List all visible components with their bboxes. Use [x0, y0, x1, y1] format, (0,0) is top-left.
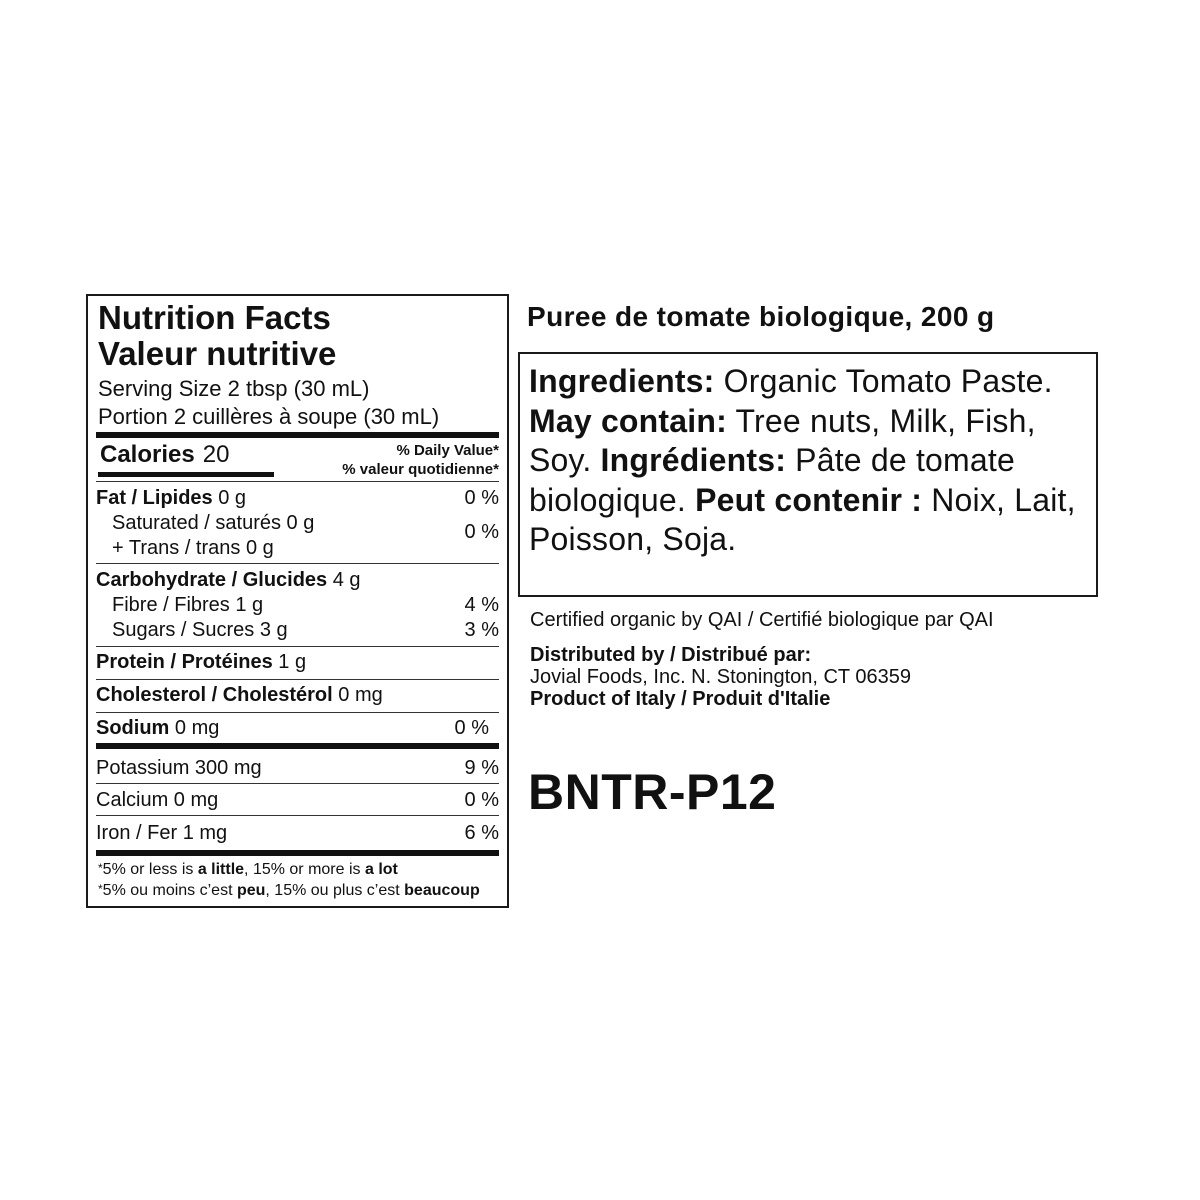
- distribution-info: [530, 644, 911, 710]
- saturated-row: [112, 511, 499, 535]
- nutrition-title-en: Nutrition Facts: [98, 299, 331, 336]
- divider: [96, 679, 499, 680]
- calories-underline: [98, 472, 274, 477]
- sugars-row: [112, 618, 499, 642]
- daily-value-en: % Daily Value*: [396, 442, 499, 459]
- cholesterol-row: [96, 683, 499, 707]
- calories-row: [100, 441, 229, 469]
- cholesterol-value: 0 mg: [338, 684, 383, 706]
- product-code: BNTR-P12: [528, 764, 777, 820]
- fat-value: 0 g: [218, 487, 247, 509]
- may-contain-label: May contain:: [529, 402, 727, 439]
- certified-organic: Certified organic by QAI / Certifié biologique par QAI: [530, 609, 994, 631]
- footnote-fr: *5% ou moins c’est peu, 15% ou plus c’est beaucoup: [98, 882, 480, 899]
- divider: [96, 815, 499, 816]
- trans-row: [112, 536, 499, 560]
- ingredients-label-fr: Ingrédients:: [600, 442, 787, 478]
- divider: [96, 563, 499, 564]
- fat-label: Fat / Lipides: [96, 487, 213, 509]
- sodium-label: Sodium: [96, 717, 170, 739]
- distributor-address: Jovial Foods, Inc. N. Stonington, CT 06359: [530, 666, 911, 688]
- sugars-pct: 3 %: [464, 619, 499, 641]
- product-origin: Product of Italy / Produit d'Italie: [530, 688, 831, 710]
- ingredients-text-fr: Pâte de tomate biologique.: [529, 442, 1015, 518]
- fibre-pct: 4 %: [464, 594, 499, 616]
- saturated-trans-pct: 0 %: [464, 521, 499, 543]
- nutrition-title-fr: Valeur nutritive: [98, 335, 337, 372]
- daily-value-fr: % valeur quotidienne*: [342, 461, 499, 478]
- sodium-value: 0 mg: [174, 717, 220, 739]
- fat-pct: 0 %: [464, 487, 499, 509]
- ingredients-label-en: Ingredients:: [529, 363, 715, 399]
- may-contain-text: Tree nuts, Milk, Fish, Soy.: [529, 402, 1036, 478]
- sodium-row: [96, 716, 499, 740]
- cholesterol-label: Cholesterol / Cholestérol: [96, 684, 333, 706]
- calories-value: 20: [202, 441, 230, 468]
- daily-value-header: [342, 441, 499, 479]
- product-title: Puree de tomate biologique, 200 g: [527, 301, 995, 332]
- fibre-label: Fibre / Fibres 1 g: [112, 594, 264, 616]
- nutrition-facts-panel: [86, 294, 509, 908]
- carbohydrate-row: [96, 568, 499, 592]
- protein-label: Protein / Protéines: [96, 651, 273, 673]
- calories-label: Calories: [100, 441, 195, 468]
- peut-contenir-label: Peut contenir :: [695, 481, 923, 518]
- protein-value: 1 g: [278, 651, 307, 673]
- calcium-label: Calcium 0 mg: [96, 789, 219, 811]
- iron-label: Iron / Fer 1 mg: [96, 822, 228, 844]
- iron-row: [96, 821, 499, 845]
- potassium-label: Potassium 300 mg: [96, 757, 262, 779]
- ingredients-text-en: Organic Tomato Paste.: [714, 363, 1053, 399]
- footnote-en: *5% or less is a little, 15% or more is a lot: [98, 861, 398, 878]
- potassium-pct: 9 %: [464, 757, 499, 779]
- thick-rule: [96, 743, 499, 749]
- carbohydrate-label: Carbohydrate / Glucides: [96, 569, 328, 591]
- carbohydrate-value: 4 g: [332, 569, 361, 591]
- divider: [96, 783, 499, 784]
- peut-contenir-text: Noix, Lait, Poisson, Soja.: [529, 481, 1076, 557]
- fat-row: [96, 486, 499, 510]
- sugars-label: Sugars / Sucres 3 g: [112, 619, 288, 641]
- ingredients-box: [518, 352, 1098, 597]
- divider: [96, 712, 499, 713]
- thick-rule: [96, 850, 499, 856]
- trans-label: + Trans / trans 0 g: [112, 537, 274, 559]
- distributed-by-label: Distributed by / Distribué par:: [530, 644, 812, 666]
- sodium-pct: 0 %: [454, 717, 489, 739]
- iron-pct: 6 %: [464, 822, 499, 844]
- serving-size-en: Serving Size 2 tbsp (30 mL): [98, 376, 370, 401]
- potassium-row: [96, 756, 499, 780]
- saturated-label: Saturated / saturés 0 g: [112, 512, 315, 534]
- serving-size-fr: Portion 2 cuillères à soupe (30 mL): [98, 404, 440, 429]
- thick-rule: [96, 432, 499, 438]
- calcium-pct: 0 %: [464, 789, 499, 811]
- divider: [96, 646, 499, 647]
- fibre-row: [112, 593, 499, 617]
- divider: [96, 481, 499, 482]
- calcium-row: [96, 788, 499, 812]
- protein-row: [96, 650, 499, 674]
